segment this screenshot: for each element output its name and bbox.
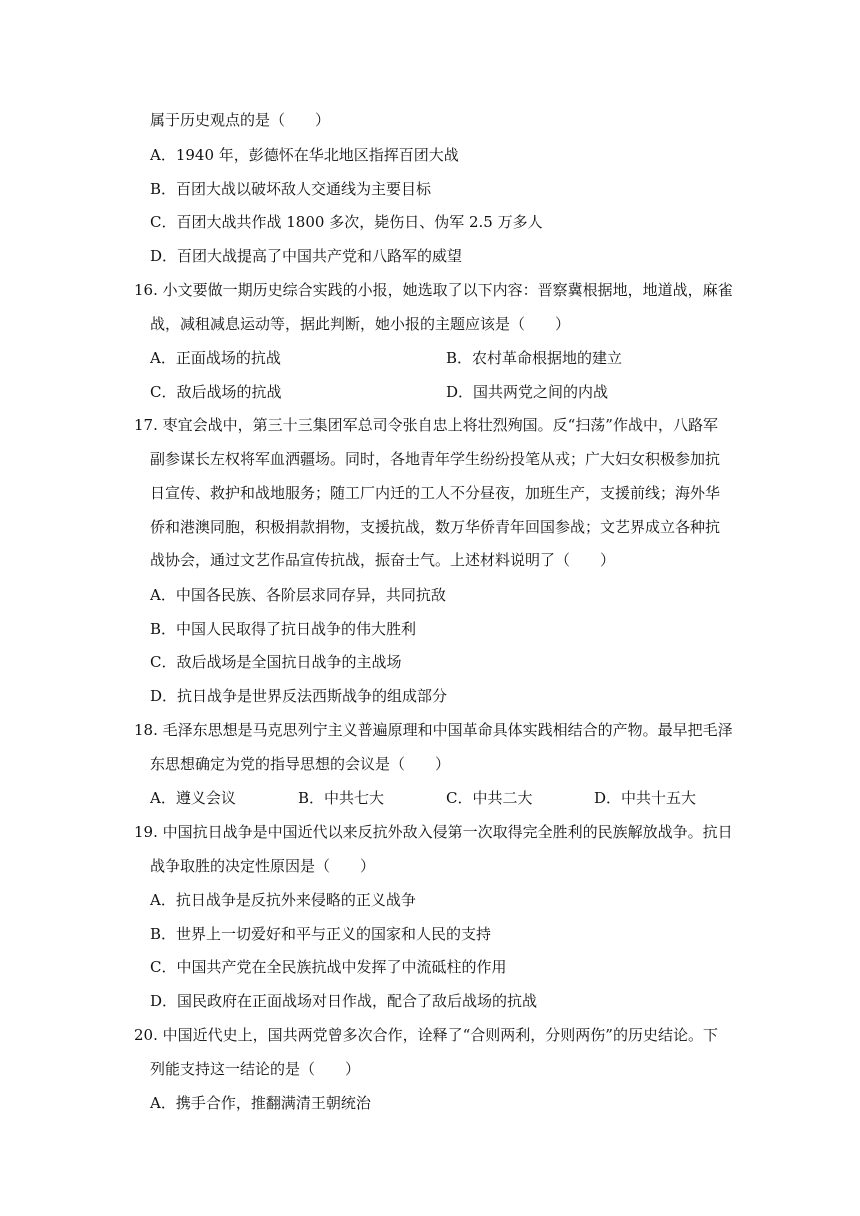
q20-stem-line-1: 20. 中国近代史上，国共两党曾多次合作，诠释了“合则两利，分则两伤”的历史结论。下: [134, 1026, 718, 1044]
q16-stem-line-2: 战，减租减息运动等，据此判断，她小报的主题应该是（ ）: [150, 315, 571, 333]
q15-option-d: D．百团大战提高了中国共产党和八路军的威望: [150, 247, 463, 265]
q19-option-b: B．世界上一切爱好和平与正义的国家和人民的支持: [150, 925, 492, 943]
q19-option-c: C．中国共产党在全民族抗战中发挥了中流砥柱的作用: [150, 958, 507, 976]
q17-stem-line-4: 侨和港澳同胞，积极捐款捐物，支援抗战，数万华侨青年回国参战；文艺界成立各种抗: [150, 518, 721, 536]
q17-stem-line-2: 副参谋长左权将军血洒疆场。同时，各地青年学生纷纷投笔从戎；广大妇女积极参加抗: [150, 450, 721, 468]
q16-option-b: B．农村革命根据地的建立: [446, 349, 623, 367]
q16-option-c: C．敌后战场的抗战: [150, 383, 282, 401]
q17-option-b: B．中国人民取得了抗日战争的伟大胜利: [150, 620, 417, 638]
q19-option-d: D．国民政府在正面战场对日作战，配合了敌后战场的抗战: [150, 992, 538, 1010]
q17-stem-line-5: 战协会，通过文艺作品宣传抗战，振奋士气。上述材料说明了（ ）: [150, 551, 616, 569]
q17-stem-line-3: 日宣传、救护和战地服务；随工厂内迁的工人不分昼夜，加班生产，支援前线；海外华: [150, 484, 721, 502]
q16-option-d: D．国共两党之间的内战: [446, 383, 609, 401]
q18-option-d: D．中共十五大: [594, 789, 697, 807]
q18-option-c: C．中共二大: [446, 789, 533, 807]
q18-option-a: A．遵义会议: [150, 789, 236, 807]
q19-option-a: A．抗日战争是反抗外来侵略的正义战争: [150, 891, 416, 909]
q19-stem-line-1: 19. 中国抗日战争是中国近代以来反抗外敌入侵第一次取得完全胜利的民族解放战争。抗日: [134, 823, 733, 841]
q20-stem-line-2: 列能支持这一结论的是（ ）: [150, 1060, 361, 1078]
q18-stem-line-2: 东思想确定为党的指导思想的会议是（ ）: [150, 755, 451, 773]
q17-option-a: A．中国各民族、各阶层求同存异，共同抗敌: [150, 586, 446, 604]
q16-stem-line-1: 16. 小文要做一期历史综合实践的小报，她选取了以下内容：晋察冀根据地，地道战，麻雀: [134, 281, 733, 299]
q16-option-a: A．正面战场的抗战: [150, 349, 281, 367]
q17-option-c: C．敌后战场是全国抗日战争的主战场: [150, 653, 402, 671]
q15-option-c: C．百团大战共作战 1800 多次，毙伤日、伪军 2.5 万多人: [150, 213, 543, 231]
q20-option-a: A．携手合作，推翻满清王朝统治: [150, 1094, 371, 1112]
q18-option-b: B．中共七大: [298, 789, 385, 807]
q15-option-b: B．百团大战以破坏敌人交通线为主要目标: [150, 180, 432, 198]
q18-stem-line-1: 18. 毛泽东思想是马克思列宁主义普遍原理和中国革命具体实践相结合的产物。最早把毛泽: [134, 721, 733, 739]
q19-stem-line-2: 战争取胜的决定性原因是（ ）: [150, 857, 376, 875]
q17-stem-line-1: 17. 枣宜会战中，第三十三集团军总司令张自忠上将壮烈殉国。反“扫荡”作战中，八路军: [134, 416, 718, 434]
q15-stem-tail: 属于历史观点的是（ ）: [150, 111, 331, 129]
q17-option-d: D．抗日战争是世界反法西斯战争的组成部分: [150, 687, 448, 705]
q15-option-a: A．1940 年，彭德怀在华北地区指挥百团大战: [150, 146, 459, 164]
